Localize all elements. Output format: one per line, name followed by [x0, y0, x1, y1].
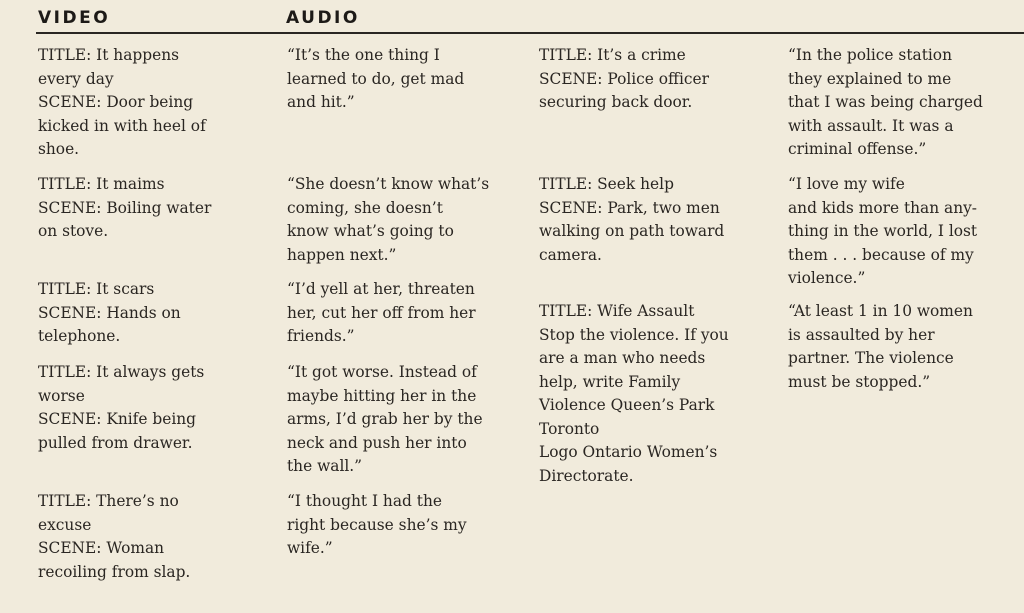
entry-line: on stove.: [38, 222, 109, 240]
entry-line: SCENE: Hands on: [38, 303, 181, 322]
video-entry: [539, 173, 771, 267]
entry-line: excuse: [38, 515, 92, 534]
entry-line: is assaulted by her: [788, 325, 935, 344]
entry-line: partner. The violence: [788, 349, 954, 367]
audio-entry: [287, 44, 519, 115]
entry-line: SCENE: Knife being: [38, 410, 197, 428]
entry-line: right because she’s my: [287, 515, 467, 534]
entry-line: “I’d yell at her, threaten: [287, 280, 475, 298]
entry-line: neck and push her into: [287, 433, 467, 452]
entry-line: wife.”: [287, 539, 333, 557]
video-entry: [539, 44, 771, 115]
entry-line: “In the police station: [788, 46, 952, 64]
entry-line: the wall.”: [287, 457, 363, 475]
video-entry: [38, 490, 266, 584]
entry-line: TITLE: There’s no: [38, 492, 179, 510]
entry-line: securing back door.: [539, 93, 693, 111]
entry-line: Toronto: [539, 419, 600, 438]
entry-line: camera.: [539, 245, 602, 264]
entry-line: maybe hitting her in the: [287, 386, 477, 405]
entry-line: TITLE: It scars: [38, 280, 155, 298]
audio-entry: [788, 44, 1014, 162]
entry-line: Directorate.: [539, 466, 634, 485]
entry-line: Stop the violence. If you: [539, 325, 729, 344]
entry-line: “I love my wife: [788, 175, 905, 193]
entry-line: worse: [38, 386, 85, 405]
audio-entry: [788, 173, 1014, 291]
entry-line: SCENE: Park, two men: [539, 198, 720, 217]
entry-line: “I thought I had the: [287, 492, 442, 510]
entry-line: and hit.”: [287, 93, 355, 111]
entry-line: help, write Family: [539, 372, 681, 391]
video-entry: [38, 173, 266, 244]
video-entry: [38, 361, 266, 455]
entry-line: SCENE: Boiling water: [38, 198, 212, 217]
entry-line: they explained to me: [788, 69, 952, 88]
entry-line: learned to do, get mad: [287, 69, 465, 88]
entry-line: know what’s going to: [287, 222, 454, 240]
video-entry: [539, 300, 771, 488]
entry-line: TITLE: It maims: [38, 175, 165, 193]
entry-line: thing in the world, I lost: [788, 222, 978, 240]
entry-line: must be stopped.”: [788, 372, 931, 391]
entry-line: every day: [38, 69, 114, 88]
entry-line: are a man who needs: [539, 349, 706, 367]
header-rule: [36, 32, 1024, 34]
entry-line: “She doesn’t know what’s: [287, 175, 490, 193]
entry-line: friends.”: [287, 327, 355, 345]
entry-line: TITLE: It always gets: [38, 363, 205, 381]
entry-line: TITLE: Seek help: [539, 175, 674, 193]
entry-line: recoiling from slap.: [38, 562, 191, 581]
entry-line: them . . . because of my: [788, 245, 974, 264]
entry-line: criminal offense.”: [788, 140, 927, 158]
entry-line: TITLE: It happens: [38, 46, 180, 64]
entry-line: Violence Queen’s Park: [539, 396, 715, 414]
video-entry: [38, 44, 266, 162]
entry-line: that I was being charged: [788, 93, 983, 111]
audio-column-header: AUDIO: [286, 8, 360, 28]
video-column-header: VIDEO: [38, 8, 111, 28]
entry-line: violence.”: [788, 269, 866, 287]
entry-line: walking on path toward: [539, 222, 725, 240]
entry-line: and kids more than any-: [788, 198, 978, 217]
audio-entry: [287, 490, 519, 561]
entry-line: her, cut her off from her: [287, 303, 476, 322]
entry-line: “It got worse. Instead of: [287, 363, 477, 381]
entry-line: kicked in with heel of: [38, 116, 206, 135]
entry-line: SCENE: Police officer: [539, 69, 710, 88]
audio-entry: [287, 361, 519, 479]
entry-line: shoe.: [38, 140, 80, 158]
entry-line: Logo Ontario Women’s: [539, 443, 718, 461]
entry-line: with assault. It was a: [788, 116, 954, 135]
video-entry: [38, 278, 266, 349]
audio-entry: [287, 173, 519, 267]
audio-entry: [788, 300, 1014, 394]
entry-line: SCENE: Door being: [38, 93, 194, 111]
entry-line: pulled from drawer.: [38, 433, 193, 452]
entry-line: happen next.”: [287, 245, 397, 264]
entry-line: “It’s the one thing I: [287, 46, 440, 64]
entry-line: arms, I’d grab her by the: [287, 410, 483, 428]
entry-line: SCENE: Woman: [38, 539, 165, 557]
entry-line: “At least 1 in 10 women: [788, 302, 973, 320]
entry-line: TITLE: Wife Assault: [539, 302, 695, 320]
audio-entry: [287, 278, 519, 349]
entry-line: coming, she doesn’t: [287, 198, 443, 217]
entry-line: telephone.: [38, 327, 121, 345]
entry-line: TITLE: It’s a crime: [539, 46, 686, 64]
